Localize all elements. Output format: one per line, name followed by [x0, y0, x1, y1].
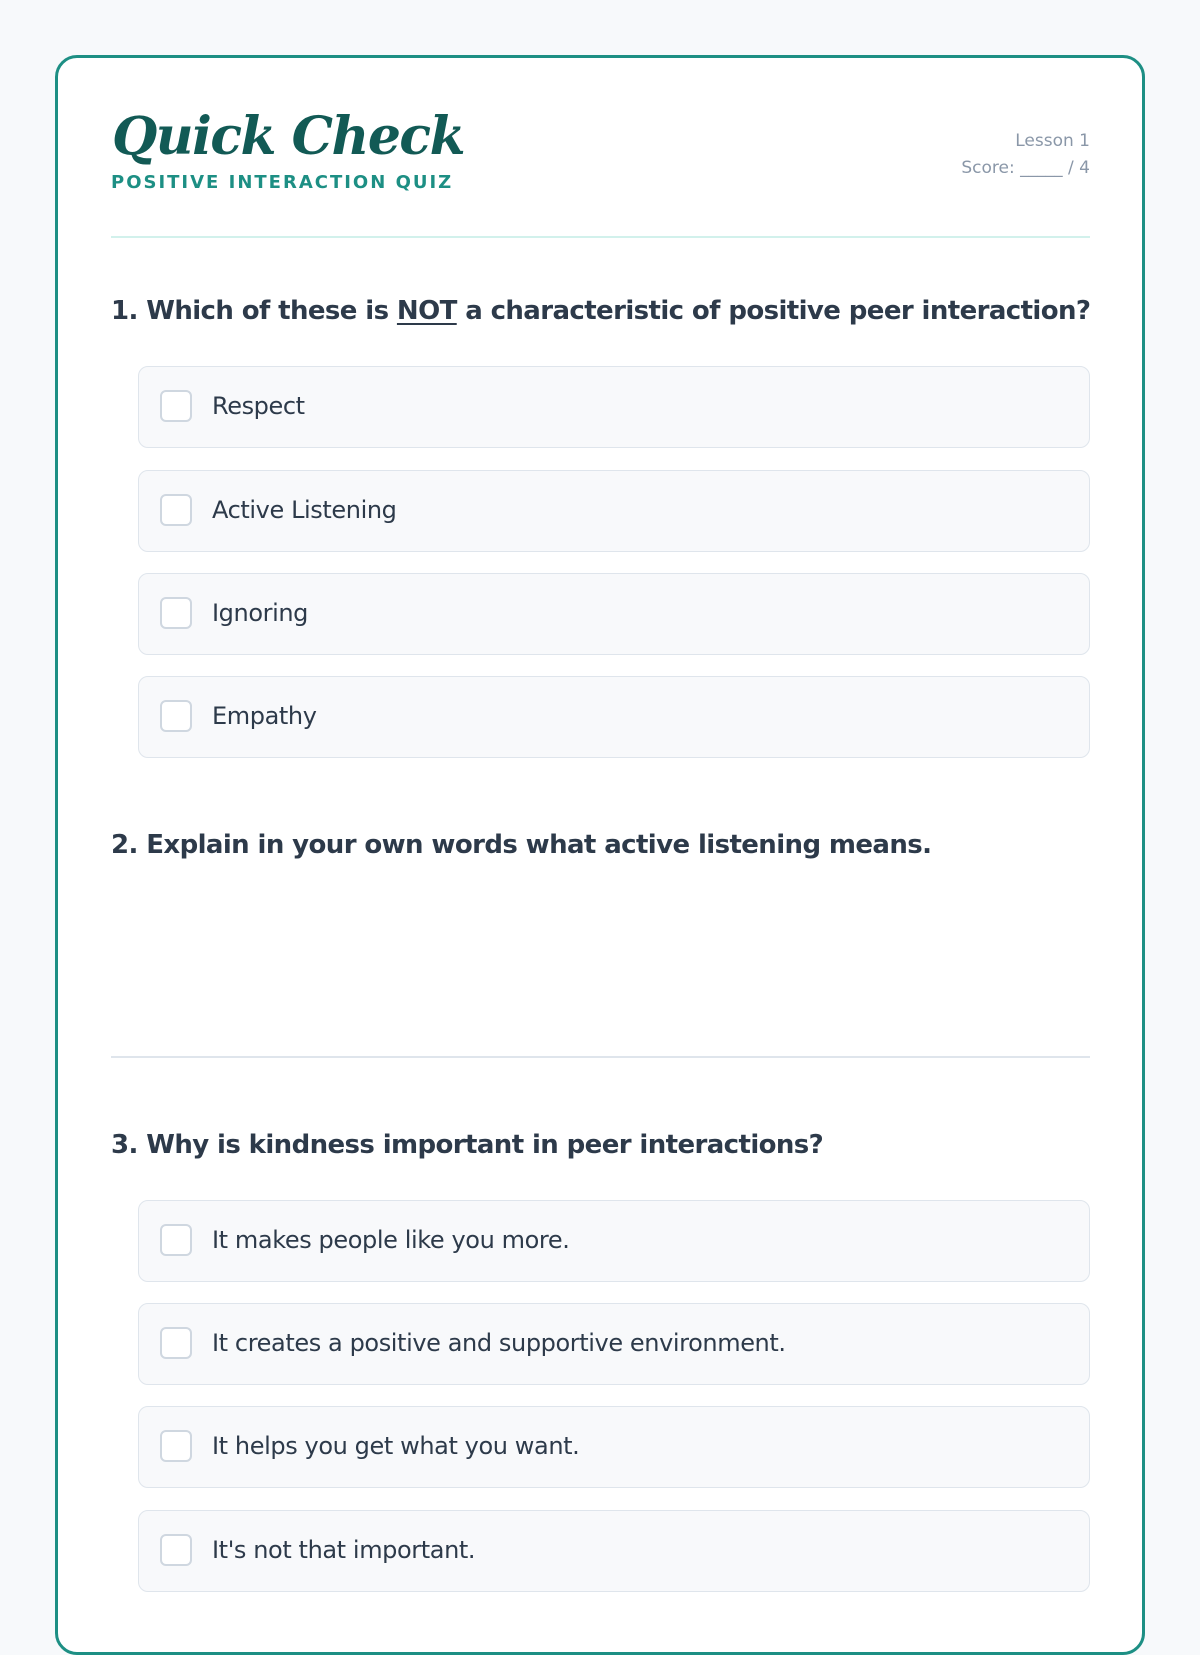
question-1-option-respect[interactable]	[138, 366, 1090, 448]
question-1-option-active-listening[interactable]	[138, 470, 1090, 552]
option-label: It creates a positive and supportive environment.	[212, 1329, 786, 1357]
score-label: Score: _____ / 4	[961, 158, 1090, 178]
question-3-option-2[interactable]	[138, 1303, 1090, 1385]
question-3-heading	[111, 1130, 823, 1160]
checkbox[interactable]	[160, 494, 192, 526]
lesson-label: Lesson 1	[1015, 131, 1090, 151]
page-title: Quick Check	[112, 106, 465, 167]
question-number: 1.	[111, 296, 138, 326]
option-label: Respect	[212, 392, 305, 420]
question-1-option-empathy[interactable]	[138, 676, 1090, 758]
checkbox[interactable]	[160, 1224, 192, 1256]
checkbox[interactable]	[160, 390, 192, 422]
question-2-heading	[111, 830, 931, 860]
checkbox[interactable]	[160, 700, 192, 732]
option-label: Active Listening	[212, 496, 397, 524]
question-text: Explain in your own words what active listening means.	[146, 830, 932, 860]
question-1-heading	[111, 296, 1090, 326]
option-label: Ignoring	[212, 599, 308, 627]
question-emphasis: NOT	[396, 296, 457, 326]
option-label: It makes people like you more.	[212, 1226, 570, 1254]
question-3-option-1[interactable]	[138, 1200, 1090, 1282]
question-text: a characteristic of positive peer interaction?	[465, 296, 1091, 326]
checkbox[interactable]	[160, 597, 192, 629]
page-subtitle: POSITIVE INTERACTION QUIZ	[111, 172, 454, 193]
option-label: Empathy	[212, 702, 317, 730]
checkbox[interactable]	[160, 1534, 192, 1566]
question-text: Which of these is	[146, 296, 389, 326]
lesson-meta	[961, 128, 1090, 182]
checkbox[interactable]	[160, 1327, 192, 1359]
question-1-option-ignoring[interactable]	[138, 573, 1090, 655]
option-label: It's not that important.	[212, 1536, 476, 1564]
question-text: Why is kindness important in peer interactions?	[146, 1130, 824, 1160]
question-number: 3.	[111, 1130, 138, 1160]
answer-line[interactable]	[111, 1056, 1090, 1058]
question-3-option-3[interactable]	[138, 1406, 1090, 1488]
checkbox[interactable]	[160, 1430, 192, 1462]
question-number: 2.	[111, 830, 138, 860]
question-3-option-4[interactable]	[138, 1510, 1090, 1592]
header-divider	[111, 236, 1090, 238]
option-label: It helps you get what you want.	[212, 1432, 580, 1460]
